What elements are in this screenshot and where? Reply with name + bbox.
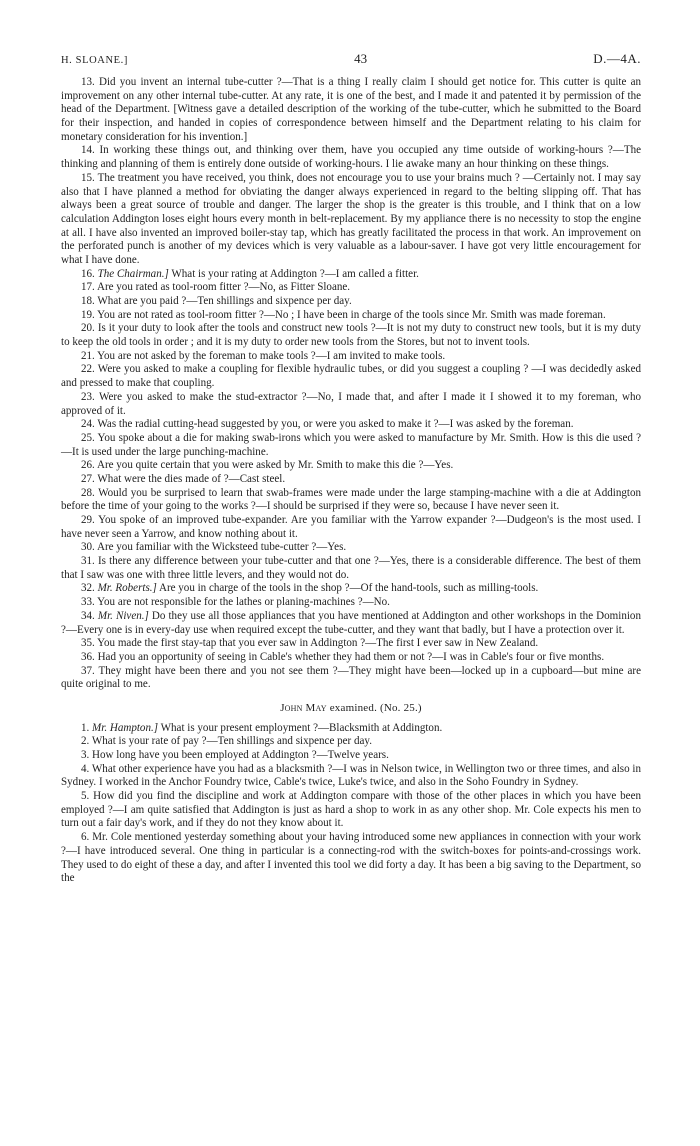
witness-heading	[61, 702, 641, 716]
question-answer-paragraph: 24. Was the radial cutting-head suggested by you, or were you asked to make it ?—I was asked by the foreman.	[81, 418, 574, 431]
question-answer-paragraph	[61, 610, 641, 637]
question-answer-paragraph: 14. In working these things out, and thinking over them, have you occupied any time outside of working-hours ?—The thinking and planning of them is entirely done outside of working-hours. I lie awake many an hour thinking on these things.	[61, 144, 641, 171]
question-text: Do they use all those appliances that you have mentioned at Addington and other workshops in the Dominion ?—Every one is in every-day use when required except the tube-cutter, and they want that badly, but I have a protection over it.	[61, 609, 641, 636]
question-answer-paragraph: 13. Did you invent an internal tube-cutter ?—That is a thing I really claim I should get notice for. This cutter is quite an improvement on any other internal tube-cutter. At any rate, it is one of the best, and I made it and patented it by permission of the head of the Department. [Witness gave a detailed description of the working of the tube-cutter, which he submitted to the Board for their inspection, and handed in copies of correspondence between himself and the Department relating to his claim for monetary consideration for his invention.]	[61, 76, 641, 143]
question-answer-paragraph: 31. Is there any difference between your tube-cutter and that one ?—Yes, there is a considerable difference. The best of them that I saw was one with three little levers, and they would not do.	[61, 555, 641, 581]
question-answer-paragraph: 22. Were you asked to make a coupling for flexible hydraulic tubes, or did you suggest a coupling ? —I was decidedly asked and pressed to make that coupling.	[61, 363, 641, 390]
question-answer-paragraph: 35. You made the first stay-tap that you ever saw in Addington ?—The first I ever saw in New Zealand.	[81, 637, 539, 650]
witness-heading-rest: examined. (No. 25.)	[326, 701, 422, 714]
examiner-name: The Chairman.]	[97, 267, 169, 280]
question-answer-paragraph: 26. Are you quite certain that you were asked by Mr. Smith to make this die ?—Yes.	[81, 459, 454, 472]
header-witness-name: H. SLOANE.]	[61, 55, 128, 66]
question-answer-paragraph	[61, 582, 641, 596]
question-answer-paragraph: 21. You are not asked by the foreman to make tools ?—I am invited to make tools.	[81, 349, 446, 362]
question-number: 1.	[81, 721, 93, 734]
question-answer-paragraph: 15. The treatment you have received, you think, does not encourage you to use your brains much ? —Certainly not. I may say also that I have planned a method for obviating the danger always experienced in regard to the belting slipping off. That has always been a great source of trouble and danger. The larger the shop is the greater is this trouble, and I think that on a low calculation Addington loses eight hours every month in belt-replacement. By my appliance there is no necessity to stop the engine at all. I have also invented an improved boiler-stay tap, which has greatly facilitated the process in that work. An improvement on the perforated punch is another of my devices which is very valuable as a labour-saver. I have got very little encouragement for what I have done.	[61, 171, 641, 266]
examiner-name: Mr. Roberts.]	[97, 582, 157, 595]
question-answer-paragraph: 33. You are not responsible for the lathes or planing-machines ?—No.	[81, 596, 390, 609]
evidence-section-sloane	[61, 76, 641, 692]
question-answer-paragraph: 17. Are you rated as tool-room fitter ?—No, as Fitter Sloane.	[81, 281, 351, 294]
question-answer-paragraph: 30. Are you familiar with the Wicksteed tube-cutter ?—Yes.	[81, 541, 347, 554]
page-header	[61, 52, 641, 74]
document-reference: D.—4A.	[593, 51, 641, 66]
question-answer-paragraph	[61, 722, 641, 736]
question-number: 16.	[81, 267, 98, 280]
question-text: What is your rating at Addington ?—I am called a fitter.	[168, 267, 419, 280]
witness-name: John May	[280, 701, 327, 714]
page-number: 43	[354, 51, 368, 66]
question-answer-paragraph: 3. How long have you been employed at Addington ?—Twelve years.	[81, 749, 389, 761]
question-answer-paragraph: 25. You spoke about a die for making swab-irons which you were asked to manufacture by Mr. Smith. How is this die used ?—It is used under the large punching-machine.	[61, 431, 641, 458]
question-text: What is your present employment ?—Blacksmith at Addington.	[158, 721, 443, 734]
question-answer-paragraph: 19. You are not rated as tool-room fitter ?—No ; I have been in charge of the tools since Mr. Smith was made foreman.	[81, 308, 606, 321]
question-answer-paragraph: 2. What is your rate of pay ?—Ten shillings and sixpence per day.	[81, 735, 372, 748]
question-answer-paragraph: 29. You spoke of an improved tube-expander. Are you familiar with the Yarrow expander ?—Dudgeon's is the most used. I have never seen a Yarrow, and know nothing about it.	[61, 514, 641, 540]
evidence-section-may	[61, 722, 641, 886]
examiner-name: Mr. Niven.]	[97, 609, 149, 622]
examiner-name: Mr. Hampton.]	[92, 721, 159, 734]
question-answer-paragraph: 28. Would you be surprised to learn that swab-frames were made under the large stamping-machine with a die at Addington before the time of your going to the works ?—I should be surprised if they were so, because I have never seen it.	[61, 486, 641, 513]
question-number: 34.	[81, 609, 98, 622]
question-answer-paragraph: 27. What were the dies made of ?—Cast steel.	[81, 472, 286, 485]
question-answer-paragraph: 37. They might have been there and you not see them ?—They might have been—locked up in a cupboard—but mine are quite original to me.	[61, 664, 641, 691]
question-answer-paragraph: 20. Is it your duty to look after the tools and construct new tools ?—It is not my duty to construct new tools, but it is my duty to keep the old tools in order ; and it is my duty to order new tools from the Stores, but not to invent tools.	[61, 322, 641, 349]
question-answer-paragraph: 23. Were you asked to make the stud-extractor ?—No, I made that, and after I made it I showed it to my foreman, who approved of it.	[61, 390, 641, 417]
question-answer-paragraph: 4. What other experience have you had as a blacksmith ?—I was in Nelson twice, in Wellington two or three times, and also in Sydney. I worked in the Anchor Foundry twice, Cable's twice, Luke's twice, and also in the Soho Foundry in Sydney.	[61, 762, 641, 789]
question-answer-paragraph	[61, 268, 641, 282]
question-answer-paragraph: 6. Mr. Cole mentioned yesterday something about your having introduced some new appliances in connection with your work ?—I have introduced several. One thing in particular is a connecting-rod with the switch-boxes for points-and-crossings work. They used to do eight of these a day, and after I invented this tool we did forty a day. It has been a big saving to the Department, so the	[61, 831, 641, 885]
question-answer-paragraph: 18. What are you paid ?—Ten shillings and sixpence per day.	[81, 295, 352, 307]
question-answer-paragraph: 5. How did you find the discipline and work at Addington compare with those of the other places in which you have been employed ?—I am quite satisfied that Addington is just as hard a shop to work in as any other shop. Mr. Cole expects his men to turn out a fair day's work, and if they do not they know about it.	[61, 790, 641, 830]
question-text: Are you in charge of the tools in the shop ?—Of the hand-tools, such as milling-tools.	[156, 582, 539, 595]
question-number: 32.	[81, 582, 98, 595]
question-answer-paragraph: 36. Had you an opportunity of seeing in Cable's whether they had them or not ?—I was in Cable's four or five months.	[81, 650, 605, 663]
